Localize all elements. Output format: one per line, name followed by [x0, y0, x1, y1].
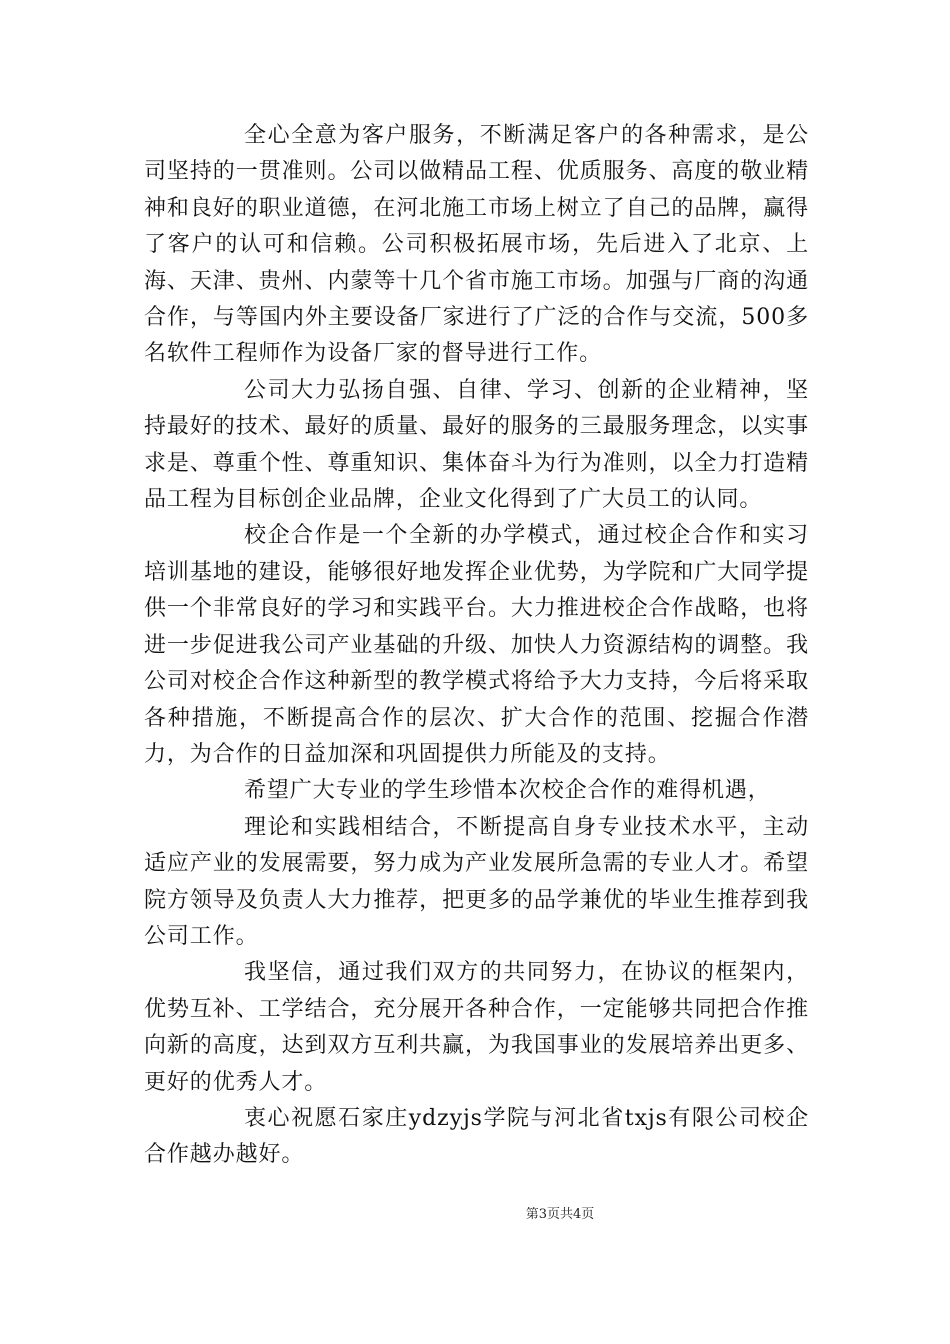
paragraph-closing-wish: 衷心祝愿石家庄ydzyjs学院与河北省txjs有限公司校企合作越办越好。: [144, 1105, 809, 1168]
page-number-label: 第3页共4页: [525, 1207, 595, 1222]
paragraph-enterprise-spirit: 公司大力弘扬自强、自律、学习、创新的企业精神，坚持最好的技术、最好的质量、最好的服务的三最服务理念，以实事求是、尊重个性、尊重知识、集体奋斗为行为准则，以全力打造精品工程为目标创企业品牌，企业文化得到了广大员工的认同。: [144, 377, 809, 513]
document-body: [144, 118, 809, 1174]
paragraph-customer-service: 全心全意为客户服务，不断满足客户的各种需求，是公司坚持的一贯准则。公司以做精品工程、优质服务、高度的敬业精神和良好的职业道德，在河北施工市场上树立了自己的品牌，赢得了客户的认可和信赖。公司积极拓展市场，先后进入了北京、上海、天津、贵州、内蒙等十几个省市施工市场。加强与厂商的沟通合作，与等国内外主要设备厂家进行了广泛的合作与交流，500多名软件工程师作为设备厂家的督导进行工作。: [144, 123, 809, 367]
paragraph-student-hope: 希望广大专业的学生珍惜本次校企合作的难得机遇，: [244, 778, 771, 804]
paragraph-theory-practice: 理论和实践相结合，不断提高自身专业技术水平，主动适应产业的发展需要，努力成为产业发展所急需的专业人才。希望院方领导及负责人大力推荐，把更多的品学兼优的毕业生推荐到我公司工作。: [144, 814, 809, 949]
paragraph-school-enterprise-cooperation: 校企合作是一个全新的办学模式，通过校企合作和实习培训基地的建设，能够很好地发挥企业优势，为学院和广大同学提供一个非常良好的学习和实践平台。大力推进校企合作战略，也将进一步促进我公司产业基础的升级、加快人力资源结构的调整。我公司对校企合作这种新型的教学模式将给予大力支持，今后将采取各种措施，不断提高合作的层次、扩大合作的范围、挖掘合作潜力，为合作的日益加深和巩固提供力所能及的支持。: [144, 523, 809, 767]
page-footer: [0, 1203, 950, 1222]
paragraph-belief: 我坚信，通过我们双方的共同努力，在协议的框架内，优势互补、工学结合，充分展开各种合作，一定能够共同把合作推向新的高度，达到双方互利共赢，为我国事业的发展培养出更多、更好的优秀人才。: [144, 960, 809, 1095]
